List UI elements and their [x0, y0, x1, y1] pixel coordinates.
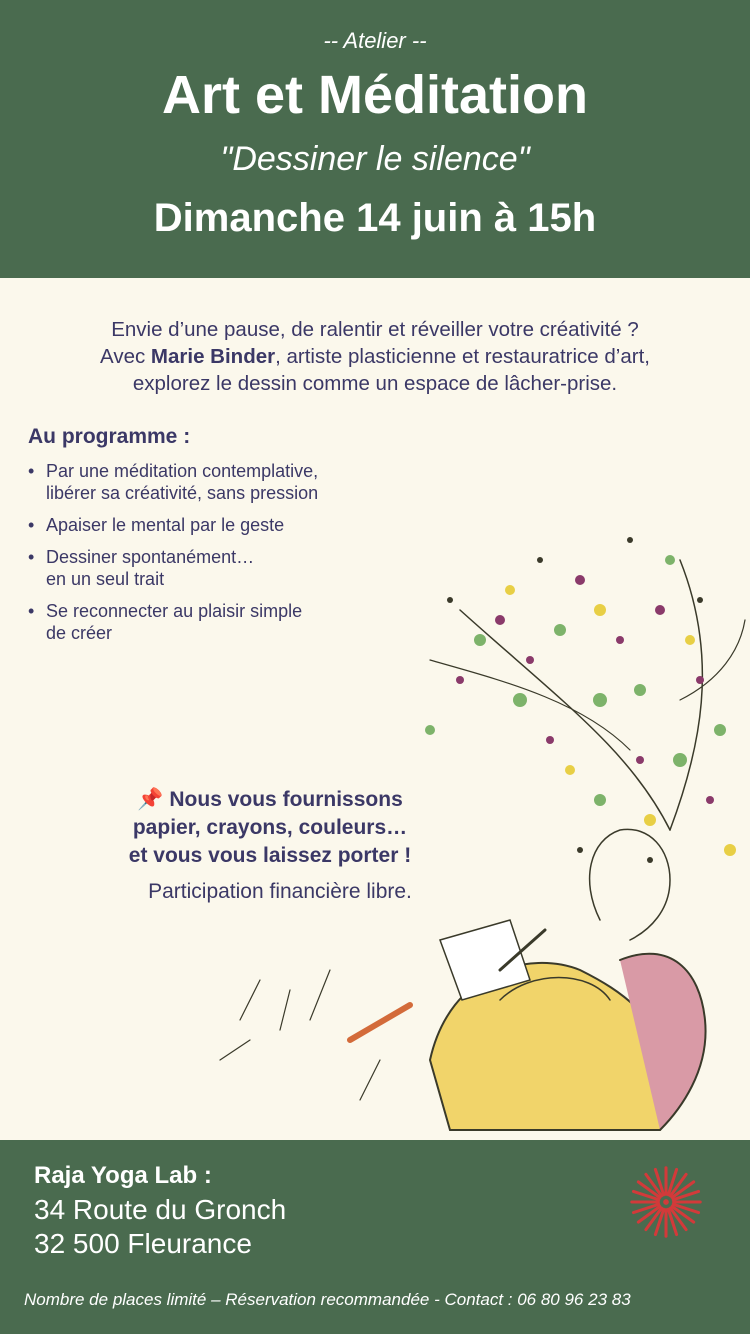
address-line-2: 32 500 Fleurance: [34, 1228, 252, 1259]
intro-line-1: Envie d’une pause, de ralentir et réveiller votre créativité ?: [111, 318, 639, 341]
supply-notice: [100, 786, 440, 870]
sun-burst-logo: [628, 1164, 704, 1240]
supply-line-1: Nous vous fournissons: [169, 788, 403, 811]
bullet-icon: •: [28, 515, 35, 535]
header-banner: [0, 0, 750, 278]
intro-line-2-suffix: , artiste plasticienne et restauratrice d’art,: [275, 345, 650, 368]
supply-line-2: papier, crayons, couleurs…: [132, 816, 408, 839]
bullet-icon: •: [28, 547, 35, 567]
event-date: Dimanche 14 juin à 15h: [153, 196, 597, 240]
list-item-line: libérer sa créativité, sans pression: [46, 483, 319, 503]
list-item-line: en un seul trait: [46, 569, 165, 589]
bullet-icon: •: [28, 461, 35, 481]
programme-list: [28, 460, 408, 654]
intro-line-3: explorez le dessin comme un espace de lâcher-prise.: [132, 372, 618, 395]
bullet-icon: •: [28, 601, 35, 621]
participation-text: Participation financière libre.: [148, 880, 412, 903]
footer-banner: [0, 1140, 750, 1334]
intro-line-2-prefix: Avec: [100, 345, 151, 368]
pushpin-icon: 📌: [137, 788, 164, 811]
subtitle: "Dessiner le silence": [220, 140, 530, 178]
list-item: [28, 460, 408, 504]
list-item: [28, 600, 408, 644]
list-item-line: Apaiser le mental par le geste: [46, 515, 285, 535]
list-item-line: Par une méditation contemplative,: [46, 461, 319, 481]
list-item-line: Se reconnecter au plaisir simple: [46, 601, 303, 621]
address-line-1: 34 Route du Gronch: [34, 1194, 287, 1225]
pre-title: -- Atelier --: [323, 28, 427, 53]
page-title: Art et Méditation: [162, 65, 588, 125]
artist-name: Marie Binder: [150, 345, 276, 368]
supply-line-3: et vous vous laissez porter !: [128, 844, 412, 867]
list-item: [28, 514, 408, 536]
list-item-line: de créer: [46, 623, 113, 643]
venue-name: Raja Yoga Lab :: [34, 1162, 212, 1189]
intro-line-2: [0, 343, 750, 370]
programme-title: Au programme :: [28, 425, 191, 448]
list-item: [28, 546, 408, 590]
contact-line: Nombre de places limité – Réservation recommandée - Contact : 06 80 96 23 83: [24, 1290, 631, 1309]
list-item-line: Dessiner spontanément…: [46, 547, 255, 567]
intro-text: [0, 316, 750, 397]
